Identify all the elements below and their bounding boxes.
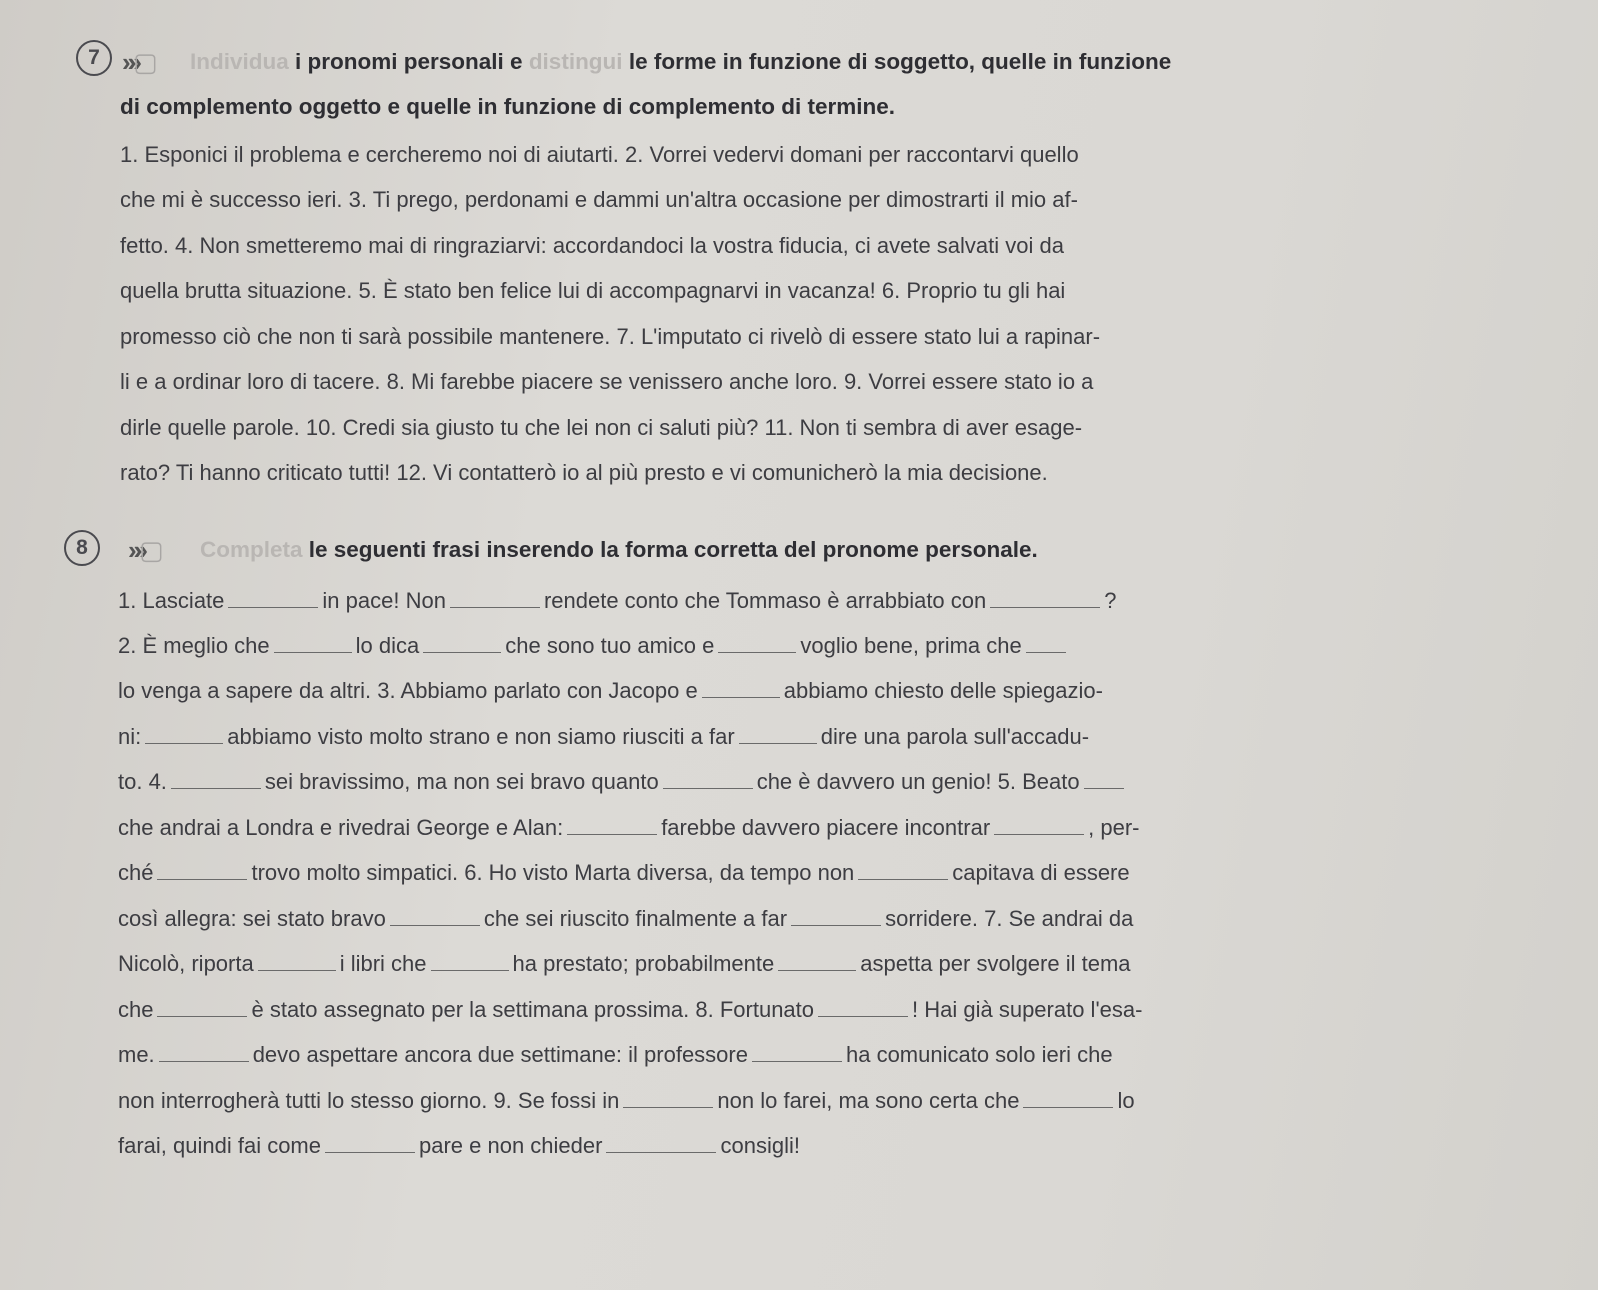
answer-blank[interactable]: [567, 833, 657, 835]
exercise-text-line: 1. Esponici il problema e cercheremo noi di aiutarti. 2. Vorrei vedervi domani per raccontarvi quello: [120, 142, 1079, 167]
fill-in-line: lo venga a sapere da altri. 3. Abbiamo parlato con Jacopo e abbiamo chiesto delle spiegazio-: [118, 678, 1103, 703]
exercise-text-line: promesso ciò che non ti sarà possibile mantenere. 7. L'imputato ci rivelò di essere stato lui a rapinar-: [120, 324, 1101, 349]
answer-blank[interactable]: [702, 696, 780, 698]
answer-blank[interactable]: [739, 742, 817, 744]
fill-in-line: che andrai a Londra e rivedrai George e Alan: farebbe davvero piacere incontrar , per-: [118, 815, 1140, 840]
exercise-instruction: [200, 528, 1038, 572]
fill-in-line: non interrogherà tutti lo stesso giorno. 9. Se fossi in non lo farei, ma sono certa che lo: [118, 1088, 1135, 1113]
answer-blank[interactable]: [431, 969, 509, 971]
answer-blank[interactable]: [1084, 787, 1124, 789]
answer-blank[interactable]: [752, 1060, 842, 1062]
answer-blank[interactable]: [778, 969, 856, 971]
instruction-verb: distingui: [528, 49, 623, 74]
exercise-instruction-line2: di complemento oggetto e quelle in funzione di complemento di termine.: [120, 94, 896, 119]
answer-blank[interactable]: [623, 1106, 713, 1108]
fill-in-line: farai, quindi fai come pare e non chieder consigli!: [118, 1133, 800, 1158]
fill-in-line: ché trovo molto simpatici. 6. Ho visto Marta diversa, da tempo non capitava di essere: [118, 860, 1130, 885]
exercise-text-line: quella brutta situazione. 5. È stato ben felice lui di accompagnarvi in vacanza! 6. Proprio tu gli hai: [120, 278, 1066, 303]
answer-blank[interactable]: [157, 1015, 247, 1017]
answer-blank[interactable]: [171, 787, 261, 789]
chevron-icon: »»▢: [128, 535, 155, 565]
answer-blank[interactable]: [818, 1015, 908, 1017]
answer-blank[interactable]: [390, 924, 480, 926]
fill-in-line: che è stato assegnato per la settimana prossima. 8. Fortunato ! Hai già superato l'esa-: [118, 997, 1143, 1022]
exercise-text-line: rato? Ti hanno criticato tutti! 12. Vi contatterò io al più presto e vi comunicherò la mia decisione.: [120, 460, 1048, 485]
exercise-text-line: dirle quelle parole. 10. Credi sia giusto tu che lei non ci saluti più? 11. Non ti sembra di aver esage-: [120, 415, 1083, 440]
answer-blank[interactable]: [1026, 651, 1066, 653]
answer-blank[interactable]: [145, 742, 223, 744]
exercise-number-badge: 8: [64, 530, 100, 566]
answer-blank[interactable]: [718, 651, 796, 653]
fill-in-line: Nicolò, riporta i libri che ha prestato; probabilmente aspetta per svolgere il tema: [118, 951, 1131, 976]
answer-blank[interactable]: [663, 787, 753, 789]
exercise-number-badge: 7: [76, 40, 112, 76]
answer-blank[interactable]: [258, 969, 336, 971]
answer-blank[interactable]: [791, 924, 881, 926]
fill-in-line: così allegra: sei stato bravo che sei riuscito finalmente a far sorridere. 7. Se andrai da: [118, 906, 1134, 931]
answer-blank[interactable]: [274, 651, 352, 653]
fill-in-line: ni: abbiamo visto molto strano e non siamo riusciti a far dire una parola sull'accadu-: [118, 724, 1090, 749]
answer-blank[interactable]: [325, 1151, 415, 1153]
answer-blank[interactable]: [990, 606, 1100, 608]
instruction-verb: Completa: [200, 537, 303, 562]
exercise-text-line: che mi è successo ieri. 3. Ti prego, perdonami e dammi un'altra occasione per dimostrarti il mio af-: [120, 187, 1078, 212]
answer-blank[interactable]: [994, 833, 1084, 835]
answer-blank[interactable]: [858, 878, 948, 880]
instruction-text: le forme in funzione di soggetto, quelle in funzione: [622, 49, 1172, 74]
fill-in-line: to. 4. sei bravissimo, ma non sei bravo quanto che è davvero un genio! 5. Beato: [118, 769, 1128, 795]
answer-blank[interactable]: [606, 1151, 716, 1153]
answer-blank[interactable]: [157, 878, 247, 880]
fill-in-line: 1. Lasciate in pace! Non rendete conto che Tommaso è arrabbiato con ?: [118, 588, 1117, 613]
answer-blank[interactable]: [1023, 1106, 1113, 1108]
exercise-text-line: li e a ordinar loro di tacere. 8. Mi farebbe piacere se venissero anche loro. 9. Vorrei essere stato io a: [120, 369, 1094, 394]
fill-in-line: me. devo aspettare ancora due settimane: il professore ha comunicato solo ieri che: [118, 1042, 1113, 1067]
instruction-text: i pronomi personali e: [288, 49, 529, 74]
fill-in-line: 2. È meglio che lo dica che sono tuo amico e voglio bene, prima che: [118, 633, 1070, 659]
instruction-verb: Individua: [190, 49, 289, 74]
answer-blank[interactable]: [423, 651, 501, 653]
chevron-icon: »»▢: [122, 47, 149, 77]
answer-blank[interactable]: [159, 1060, 249, 1062]
answer-blank[interactable]: [450, 606, 540, 608]
exercise-instruction: [190, 40, 1171, 84]
exercise-text-line: fetto. 4. Non smetteremo mai di ringraziarvi: accordandoci la vostra fiducia, ci avete salvati voi da: [120, 233, 1064, 258]
instruction-text: le seguenti frasi inserendo la forma corretta del pronome personale.: [302, 537, 1038, 562]
answer-blank[interactable]: [228, 606, 318, 608]
